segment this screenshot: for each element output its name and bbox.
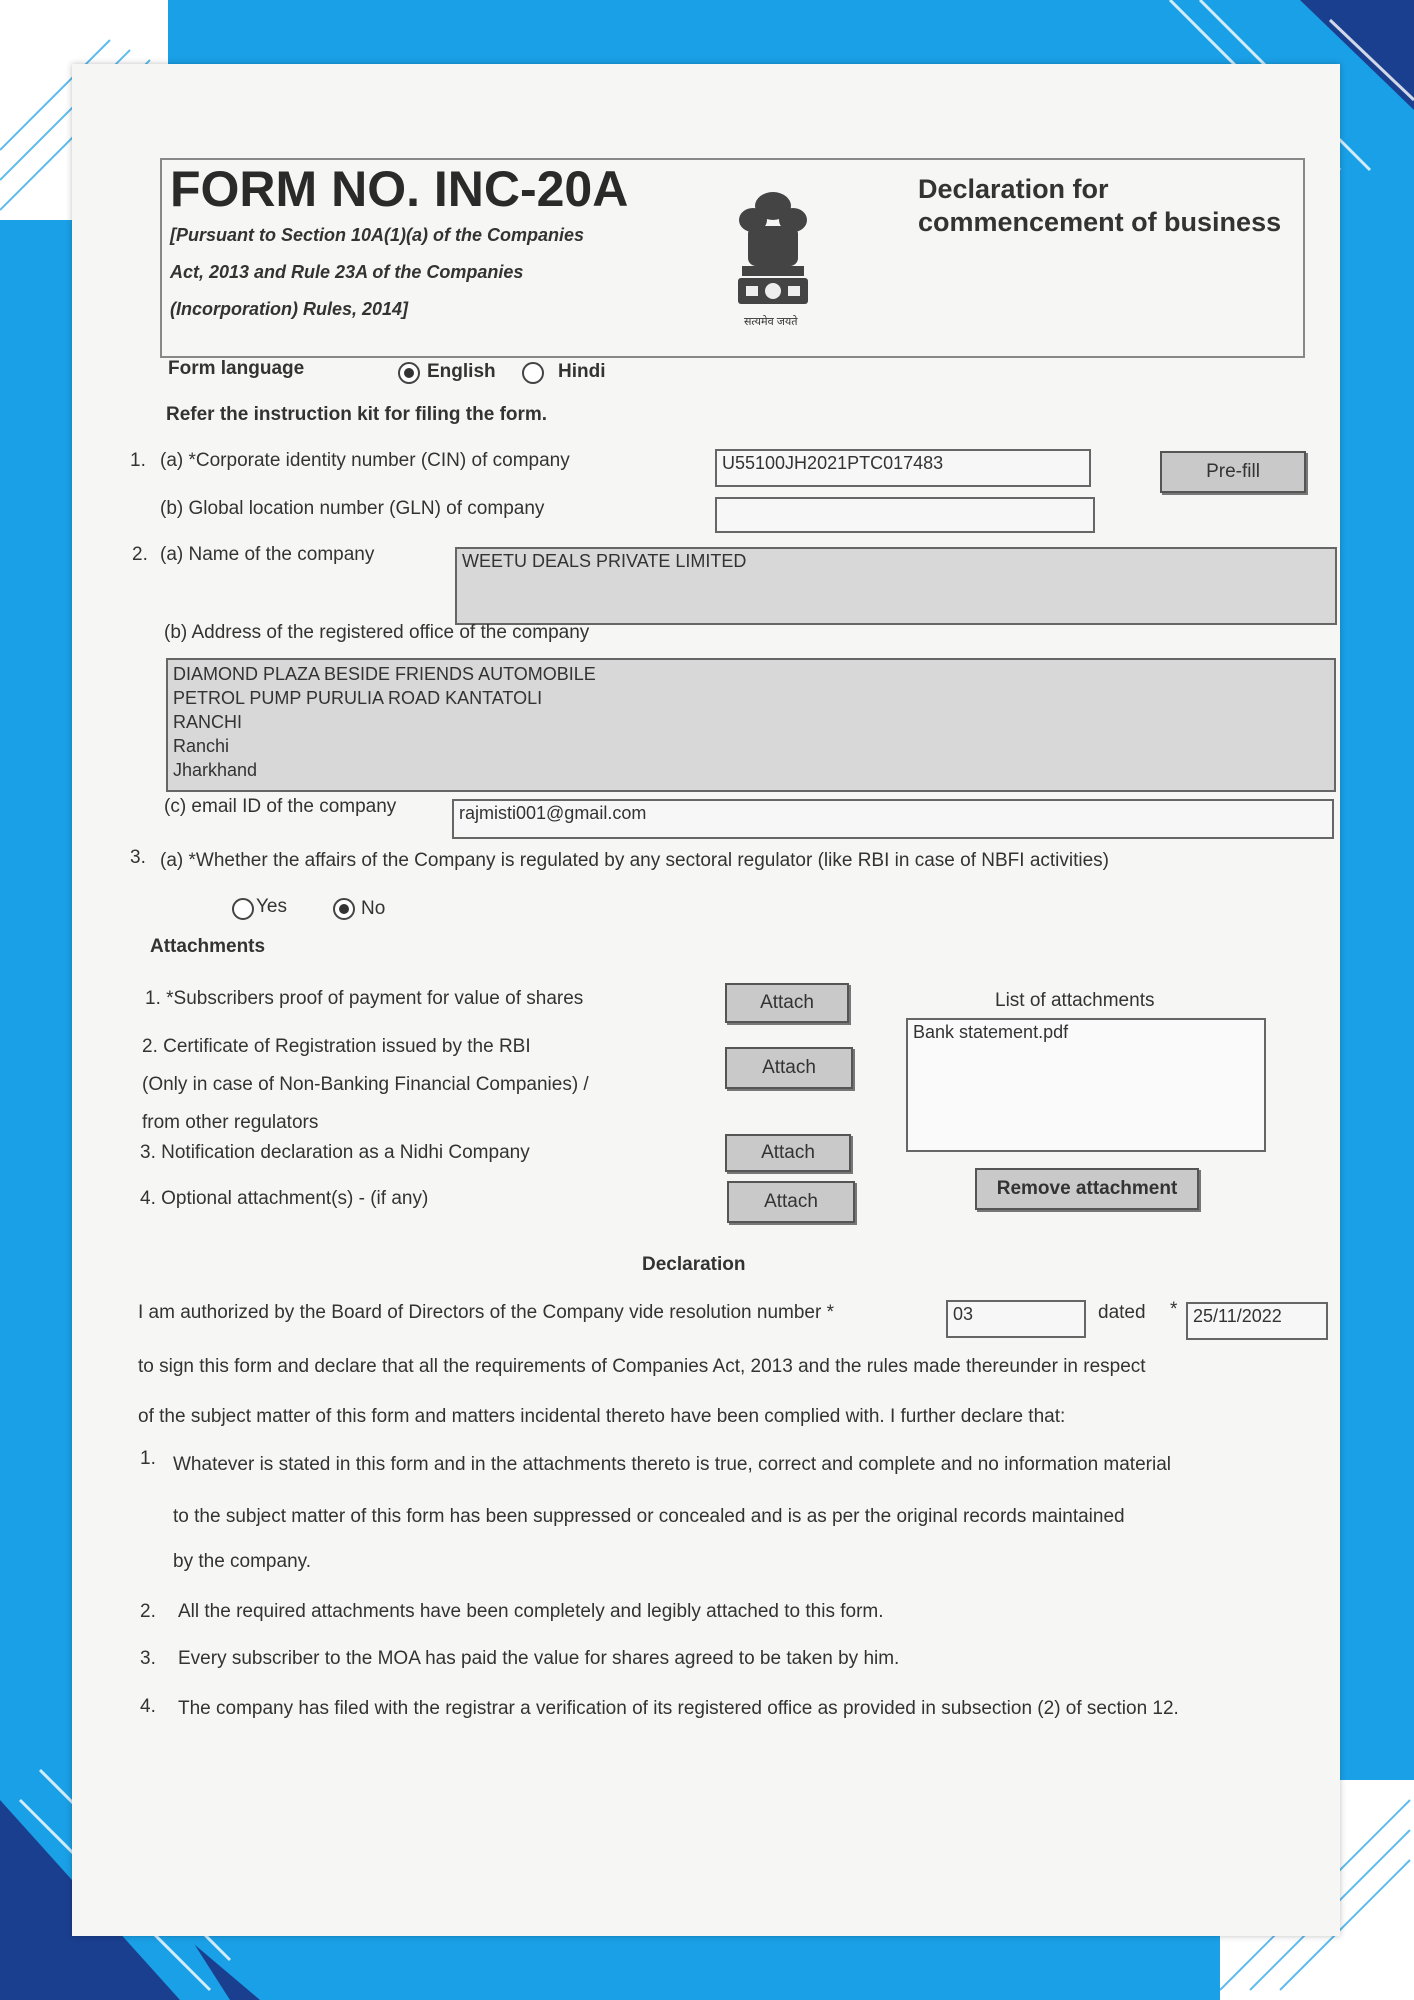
declaration-line-1: I am authorized by the Board of Directors of the Company vide resolution number * (138, 1302, 834, 1323)
instruction-text: Refer the instruction kit for filing the form. (166, 404, 548, 425)
q2-number: 2. (132, 544, 148, 565)
radio-hindi[interactable] (522, 362, 544, 384)
address-line: RANCHI (173, 712, 243, 732)
email-label: (c) email ID of the company (164, 796, 397, 817)
remove-attachment-button[interactable]: Remove attachment (975, 1168, 1199, 1210)
address-line: DIAMOND PLAZA BESIDE FRIENDS AUTOMOBILE (173, 664, 596, 684)
radio-yes[interactable] (232, 898, 254, 920)
company-name-field[interactable]: WEETU DEALS PRIVATE LIMITED (455, 547, 1337, 625)
address-line: Ranchi (173, 736, 230, 756)
attachment-item-2-line-2: (Only in case of Non-Banking Financial Companies) / (142, 1074, 589, 1095)
radio-no-label: No (361, 898, 386, 919)
declaration-point-number: 1. (140, 1448, 156, 1469)
prefill-button[interactable]: Pre-fill (1160, 451, 1306, 493)
address-label: (b) Address of the registered office of the company (164, 622, 590, 643)
pursuant-line-2: Act, 2013 and Rule 23A of the Companies (170, 262, 524, 282)
form-language-label: Form language (168, 358, 305, 379)
cin-label: (a) *Corporate identity number (CIN) of company (160, 450, 570, 471)
attachments-heading: Attachments (150, 936, 266, 957)
declaration-point-1-line-3: by the company. (173, 1551, 312, 1572)
company-name-label: (a) Name of the company (160, 544, 375, 565)
regulator-question: (a) *Whether the affairs of the Company is regulated by any sectoral regulator (like RBI in case of NBFI activities) (160, 850, 1110, 871)
gln-input[interactable] (715, 497, 1095, 533)
form-title-line-1: Declaration for (918, 174, 1109, 204)
declaration-point-1-line-1: Whatever is stated in this form and in the attachments thereto is true, correct and complete and no information material (173, 1454, 1171, 1475)
radio-english-label: English (427, 361, 496, 382)
declaration-heading: Declaration (642, 1254, 746, 1275)
declaration-point-4: The company has filed with the registrar a verification of its registered office as provided in subsection (2) of section 12. (178, 1698, 1179, 1719)
declaration-point-1-line-2: to the subject matter of this form has been suppressed or concealed and is as per the original records maintained (173, 1506, 1125, 1527)
form-title-line-2: commencement of business (918, 207, 1282, 237)
pursuant-line-3: (Incorporation) Rules, 2014] (170, 299, 409, 319)
form-number: FORM NO. INC-20A (170, 161, 629, 217)
attach-button-4[interactable]: Attach (727, 1181, 855, 1223)
cin-input[interactable]: U55100JH2021PTC017483 (715, 449, 1091, 487)
attachment-list-heading: List of attachments (995, 990, 1155, 1011)
declaration-point-3: Every subscriber to the MOA has paid the value for shares agreed to be taken by him. (178, 1648, 900, 1669)
resolution-number-input[interactable]: 03 (946, 1300, 1086, 1338)
resolution-date-input[interactable]: 25/11/2022 (1186, 1302, 1328, 1340)
attach-button-2[interactable]: Attach (725, 1047, 853, 1089)
declaration-point-number: 2. (140, 1601, 156, 1622)
pursuant-line-1: [Pursuant to Section 10A(1)(a) of the Companies (170, 225, 585, 245)
radio-english[interactable] (398, 362, 420, 384)
attachment-item-2-line-1: 2. Certificate of Registration issued by the RBI (142, 1036, 531, 1057)
required-asterisk: * (1170, 1299, 1178, 1320)
attachment-item-1: 1. *Subscribers proof of payment for value of shares (145, 988, 584, 1009)
email-input[interactable]: rajmisti001@gmail.com (452, 799, 1334, 839)
radio-yes-label: Yes (256, 896, 287, 917)
q3-number: 3. (130, 847, 146, 868)
attachment-list[interactable] (906, 1018, 1266, 1152)
emblem-caption: सत्यमेव जयते (744, 316, 798, 328)
address-line: Jharkhand (173, 760, 258, 780)
declaration-point-number: 3. (140, 1648, 156, 1669)
declaration-line-3: of the subject matter of this form and matters incidental thereto have been complied with. I further declare that: (138, 1406, 1066, 1427)
attachment-item-4: 4. Optional attachment(s) - (if any) (140, 1188, 429, 1209)
attach-button-3[interactable]: Attach (725, 1134, 851, 1172)
address-line: PETROL PUMP PURULIA ROAD KANTATOLI (173, 688, 543, 708)
address-field[interactable] (166, 658, 1336, 792)
declaration-point-number: 4. (140, 1696, 156, 1717)
q1-number: 1. (130, 450, 146, 471)
gln-label: (b) Global location number (GLN) of company (160, 498, 545, 519)
dated-label: dated (1098, 1302, 1146, 1323)
attachment-item-2-line-3: from other regulators (142, 1112, 319, 1133)
attach-button-1[interactable]: Attach (725, 983, 849, 1023)
national-emblem-icon (728, 186, 818, 331)
radio-hindi-label: Hindi (558, 361, 606, 382)
attachment-item-3: 3. Notification declaration as a Nidhi Company (140, 1142, 530, 1163)
radio-no[interactable] (333, 898, 355, 920)
attachment-list-item[interactable]: Bank statement.pdf (913, 1022, 1069, 1042)
declaration-line-2: to sign this form and declare that all the requirements of Companies Act, 2013 and the rules made thereunder in respect (138, 1356, 1146, 1377)
declaration-point-2: All the required attachments have been completely and legibly attached to this form. (178, 1601, 884, 1622)
